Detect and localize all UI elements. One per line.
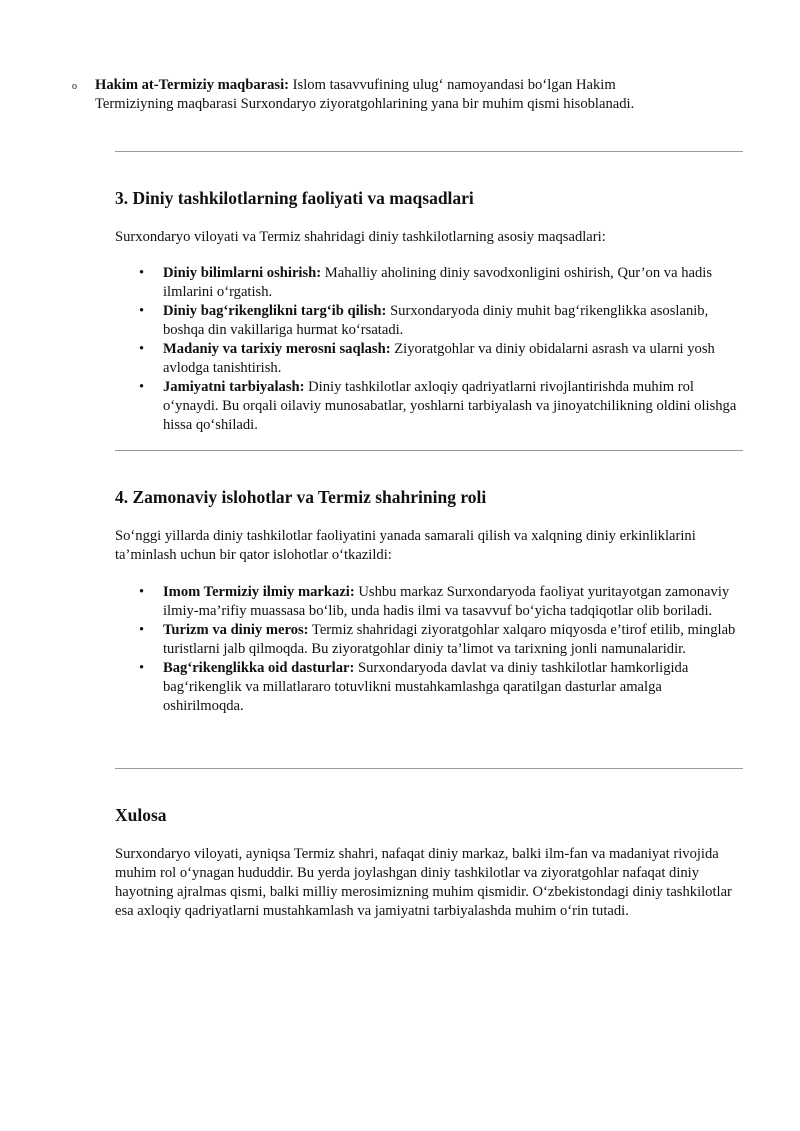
- item-text: Termiz shahridagi ziyoratgohlar xalqaro miqyosda e’tirof etilib, minglab turistlarni jalb qilmoqda. Bu ziyoratgohlar diniy ta’limot va tarixning jonli namunalaridir.: [163, 622, 736, 657]
- section-divider: [115, 768, 743, 769]
- bullet-icon: •: [139, 584, 145, 600]
- item-text: Diniy tashkilotlar axloqiy qadriyatlarni rivojlantirishda muhim rol o‘ynaydi. Bu orqali oilaviy munosabatlar, yoshlarni tarbiyalash va jinoyatchilikning oldini olishga hissa qo‘shiladi.: [163, 379, 737, 433]
- section-3-intro: Surxondaryo viloyati va Termiz shahridagi diniy tashkilotlarning asosiy maqsadlari:: [115, 229, 606, 245]
- bullet-icon: •: [139, 265, 145, 281]
- item-title: Bag‘rikenglikka oid dasturlar:: [163, 660, 355, 676]
- list-item: [115, 659, 743, 716]
- conclusion-heading: Xulosa: [115, 805, 167, 825]
- item-title: Madaniy va tarixiy merosni saqlash:: [163, 341, 391, 357]
- bullet-icon: •: [139, 341, 145, 357]
- list-item: [115, 583, 743, 621]
- item-title: Diniy bilimlarni oshirish:: [163, 265, 322, 281]
- item-text: Ziyoratgohlar va diniy obidalarni asrash va ularni yosh avlodga tanishtirish.: [163, 341, 715, 376]
- bullet-icon: •: [139, 660, 145, 676]
- section-3-list: [115, 264, 743, 435]
- bullet-icon: •: [139, 379, 145, 395]
- section-heading-3: 3. Diniy tashkilotlarning faoliyati va maqsadlari: [115, 188, 474, 208]
- list-item: [115, 302, 743, 340]
- conclusion-text: Surxondaryo viloyati, ayniqsa Termiz shahri, nafaqat diniy markaz, balki ilm-fan va madaniyat rivojida muhim rol o‘ynagan hududdir. Bu yerda joylashgan diniy tashkilotlar va ziyoratgohlar nafaqat diniy hayotning ajralmas qismi, balki milliy merosimizning muhim qismidir. O‘zbekistondagi diniy tashkilotlar esa axloqiy qadriyatlarni mustahkamlash va jamiyatni tarbiyalashda muhim o‘rin tutadi.: [115, 846, 732, 919]
- section-4-intro: So‘nggi yillarda diniy tashkilotlar faoliyatini yanada samarali qilish va xalqning diniy erkinliklarini ta’minlash uchun bir qator islohotlar o‘tkazildi:: [115, 528, 696, 563]
- item-title: Jamiyatni tarbiyalash:: [163, 379, 305, 395]
- list-item: [115, 340, 743, 378]
- item-text: Surxondaryoda davlat va diniy tashkilotlar hamkorligida bag‘rikenglik va millatlararo totuvlikni mustahkamlashga qaratilgan dasturlar amalga oshirilmoqda.: [163, 660, 689, 714]
- section-heading-4: 4. Zamonaviy islohotlar va Termiz shahrining roli: [115, 487, 487, 507]
- list-item: [115, 621, 743, 659]
- item-title: Hakim at-Termiziy maqbarasi:: [95, 77, 290, 93]
- bullet-icon: •: [139, 303, 145, 319]
- list-item: [115, 378, 743, 435]
- section-divider: [115, 151, 743, 152]
- intro-list: [72, 76, 643, 114]
- circle-bullet-icon: o: [72, 81, 77, 92]
- section-divider: [115, 450, 743, 451]
- list-item: [72, 76, 643, 114]
- item-title: Imom Termiziy ilmiy markazi:: [163, 584, 355, 600]
- bullet-icon: •: [139, 622, 145, 638]
- item-title: Diniy bag‘rikenglikni targ‘ib qilish:: [163, 303, 387, 319]
- item-text: Ushbu markaz Surxondaryoda faoliyat yuritayotgan zamonaviy ilmiy-ma’rifiy muassasa bo‘lib, unda hadis ilmi va tasavvuf bo‘yicha tadqiqotlar olib boriladi.: [163, 584, 730, 619]
- list-item: [115, 264, 743, 302]
- section-4-list: [115, 583, 743, 716]
- item-text: Mahalliy aholining diniy savodxonligini oshirish, Qur’on va hadis ilmlarini o‘rgatish.: [163, 265, 713, 300]
- item-text: Surxondaryoda diniy muhit bag‘rikenglikka asoslanib, boshqa din vakillariga hurmat ko‘rsatadi.: [163, 303, 709, 338]
- item-title: Turizm va diniy meros:: [163, 622, 309, 638]
- item-text: Islom tasavvufining ulug‘ namoyandasi bo‘lgan Hakim Termiziyning maqbarasi Surxondaryo ziyoratgohlarining yana bir muhim qismi hisoblanadi.: [95, 77, 635, 112]
